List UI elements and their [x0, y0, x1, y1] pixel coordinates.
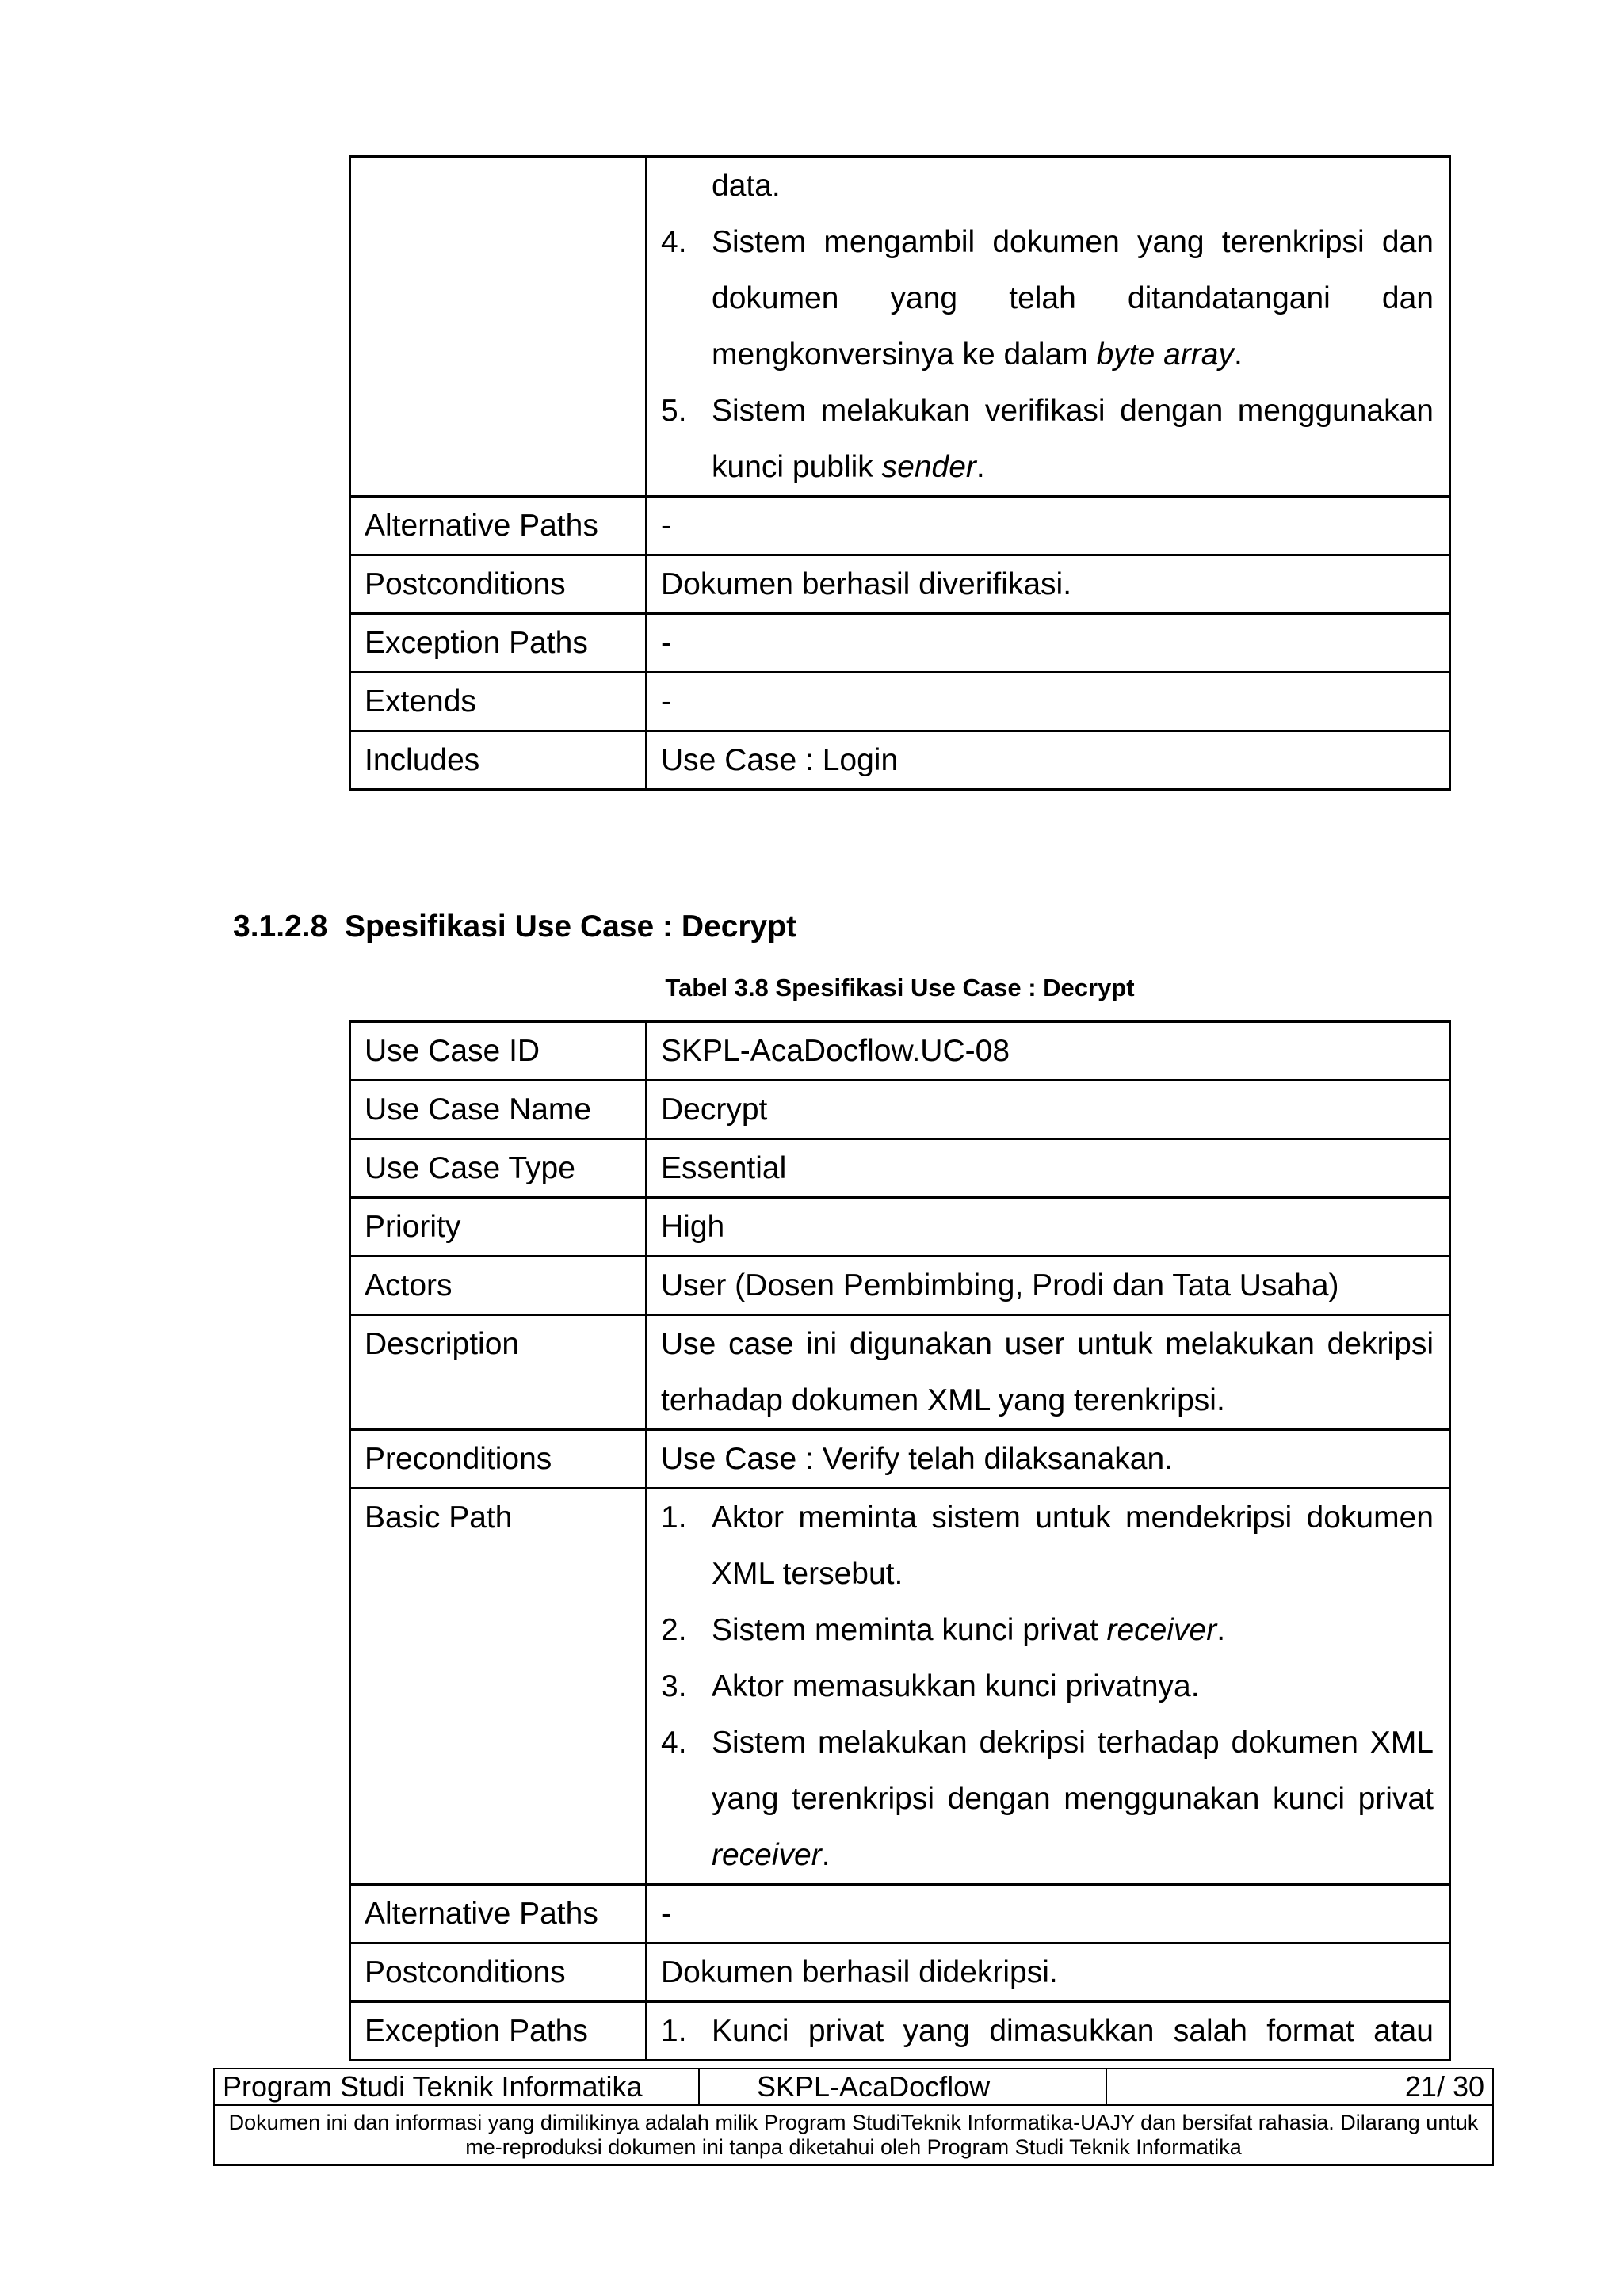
footer-program: Program Studi Teknik Informatika [214, 2069, 699, 2105]
footer-table [213, 2068, 1494, 2166]
row-value: High [647, 1198, 1450, 1257]
step-text: Aktor meminta sistem untuk mendekripsi dokumen XML tersebut. [712, 1501, 1434, 1591]
step-number: 1. [661, 2014, 687, 2048]
row-key: Includes [350, 731, 647, 790]
table-row [350, 1139, 1450, 1198]
step-list [661, 2003, 1434, 2059]
row-value: Decrypt [647, 1081, 1450, 1139]
list-item [661, 158, 1434, 214]
step-number: 4. [661, 225, 687, 259]
step-list [661, 1489, 1434, 1883]
row-value: Use case ini digunakan user untuk melakukan dekripsi terhadap dokumen XML yang terenkripsi. [647, 1315, 1450, 1430]
step-number: 5. [661, 394, 687, 428]
step-text: Sistem mengambil dokumen yang terenkripsi dan dokumen yang telah ditandatangani dan mengkonversinya ke dalam byte array. [712, 225, 1434, 372]
row-value: Use Case : Login [647, 731, 1450, 790]
basic-path-continuation-cell [647, 157, 1450, 497]
table-row [350, 1257, 1450, 1315]
table-row [350, 1081, 1450, 1139]
table-row [350, 497, 1450, 555]
step-number: 4. [661, 1726, 687, 1760]
step-number: 2. [661, 1613, 687, 1647]
page-footer [213, 2068, 1494, 2166]
list-item [661, 1602, 1434, 1658]
list-item [661, 214, 1434, 383]
list-item [661, 383, 1434, 495]
row-key: Basic Path [350, 1489, 647, 1885]
step-text: Sistem melakukan dekripsi terhadap dokumen XML yang terenkripsi dengan menggunakan kunci privat receiver. [712, 1726, 1434, 1872]
row-key: Exception Paths [350, 2002, 647, 2061]
row-value: Dokumen berhasil diverifikasi. [647, 555, 1450, 614]
row-value: - [647, 497, 1450, 555]
decrypt-spec-table [349, 1020, 1451, 2061]
list-item [661, 1714, 1434, 1883]
table-caption: Tabel 3.8 Spesifikasi Use Case : Decrypt [665, 974, 1135, 1001]
row-key: Use Case Name [350, 1081, 647, 1139]
row-value: Dokumen berhasil didekripsi. [647, 1943, 1450, 2002]
step-text: Kunci privat yang dimasukkan salah format atau [712, 2014, 1434, 2048]
step-text: data. [712, 169, 781, 203]
step-text: Sistem meminta kunci privat receiver. [712, 1613, 1226, 1647]
row-key: Postconditions [350, 555, 647, 614]
step-number [661, 158, 712, 214]
row-key: Description [350, 1315, 647, 1430]
table-row [350, 1198, 1450, 1257]
row-key: Priority [350, 1198, 647, 1257]
footer-notice: Dokumen ini dan informasi yang dimilikinya adalah milik Program StudiTeknik Informatika-UAJY dan bersifat rahasia. Dilarang untuk me-reproduksi dokumen ini tanpa diketahui oleh Program Studi Teknik Informatika [214, 2105, 1493, 2165]
basic-path-cell [647, 1489, 1450, 1885]
row-key: Alternative Paths [350, 1885, 647, 1943]
row-key: Use Case Type [350, 1139, 647, 1198]
footer-row [214, 2069, 1493, 2105]
row-value: - [647, 614, 1450, 673]
step-number: 3. [661, 1669, 687, 1703]
row-value: Use Case : Verify telah dilaksanakan. [647, 1430, 1450, 1489]
row-key: Postconditions [350, 1943, 647, 2002]
table-row [350, 1489, 1450, 1885]
row-value: User (Dosen Pembimbing, Prodi dan Tata Usaha) [647, 1257, 1450, 1315]
row-value: SKPL-AcaDocflow.UC-08 [647, 1022, 1450, 1081]
table-row [350, 1022, 1450, 1081]
row-key: Use Case ID [350, 1022, 647, 1081]
table-row [350, 1430, 1450, 1489]
table-row [350, 1885, 1450, 1943]
footer-doc-code: SKPL-AcaDocflow [699, 2069, 1106, 2105]
step-text: Sistem melakukan verifikasi dengan menggunakan kunci publik sender. [712, 394, 1434, 484]
table-row [350, 1315, 1450, 1430]
row-value: Essential [647, 1139, 1450, 1198]
verify-spec-table-continuation [349, 155, 1451, 791]
footer-page-number: 21/ 30 [1106, 2069, 1493, 2105]
table-row [350, 555, 1450, 614]
row-key: Alternative Paths [350, 497, 647, 555]
row-value: - [647, 673, 1450, 731]
footer-row [214, 2105, 1493, 2165]
list-item [661, 1658, 1434, 1714]
exception-path-cell [647, 2002, 1450, 2061]
row-key: Exception Paths [350, 614, 647, 673]
step-list [661, 158, 1434, 495]
list-item [661, 2003, 1434, 2059]
empty-key-cell [350, 157, 647, 497]
row-key: Actors [350, 1257, 647, 1315]
table-row [350, 673, 1450, 731]
section-heading: 3.1.2.8 Spesifikasi Use Case : Decrypt [233, 910, 797, 944]
step-text: Aktor memasukkan kunci privatnya. [712, 1669, 1200, 1703]
table-row [350, 731, 1450, 790]
list-item [661, 1489, 1434, 1602]
row-key: Preconditions [350, 1430, 647, 1489]
row-key: Extends [350, 673, 647, 731]
row-value: - [647, 1885, 1450, 1943]
table-row [350, 157, 1450, 497]
table-row [350, 1943, 1450, 2002]
table-row [350, 2002, 1450, 2061]
step-number: 1. [661, 1501, 687, 1535]
table-row [350, 614, 1450, 673]
